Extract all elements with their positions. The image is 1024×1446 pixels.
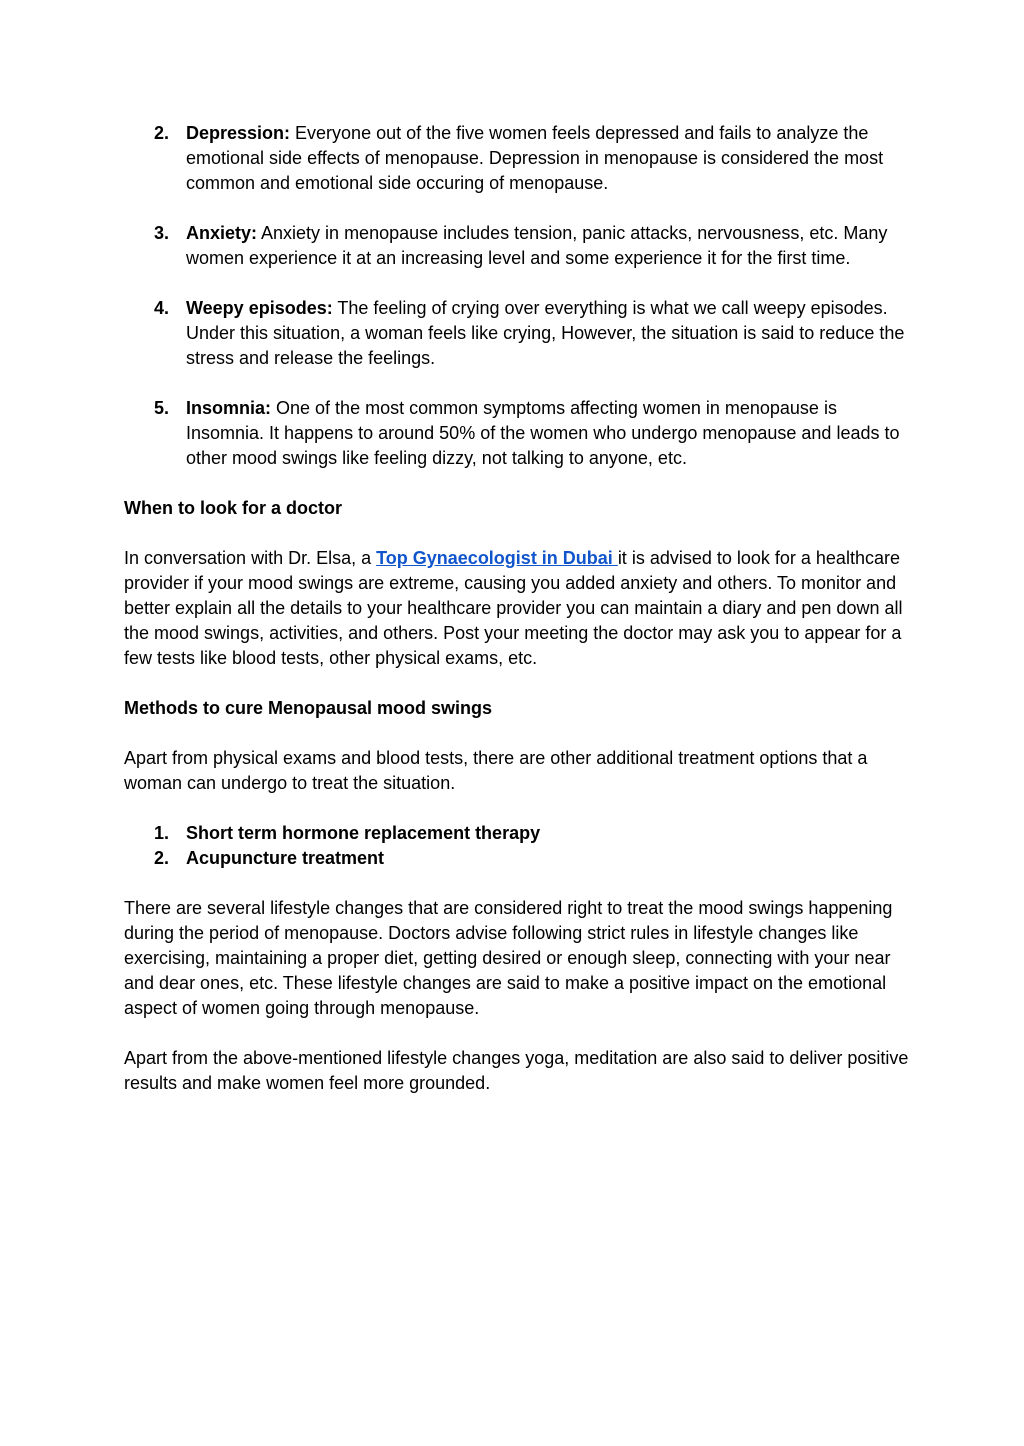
- list-item: [124, 296, 914, 371]
- list-item-term: Weepy episodes:: [186, 298, 333, 318]
- list-item-number: 5.: [154, 398, 170, 418]
- list-item: [124, 121, 914, 196]
- spacer: [124, 521, 914, 546]
- doctor-text-after-link: it is advised to look for a healthcare provider if your mood swings are extreme, causing you added anxiety and others. To monitor and better explain all the details to your healthcare provider you can maintain a diary and pen down all the mood swings, activities, and others. Post your meeting the doctor may ask you to appear for a few tests like blood tests, other physical exams, etc.: [124, 548, 903, 668]
- treatments-list: [124, 821, 914, 871]
- list-item-number: 2.: [154, 848, 170, 868]
- list-item: [124, 821, 914, 846]
- list-item: [124, 846, 914, 871]
- list-item-text: The feeling of crying over everything is what we call weepy episodes. Under this situation, a woman feels like crying, However, the situation is said to reduce the stress and release the feelings.: [186, 298, 905, 368]
- doctor-section-heading: When to look for a doctor: [124, 498, 342, 518]
- document-page: [124, 121, 914, 1096]
- spacer: [124, 1021, 914, 1046]
- spacer: [124, 671, 914, 696]
- list-item-term: Insomnia:: [186, 398, 272, 418]
- symptoms-list: [124, 121, 914, 471]
- list-item-text: Everyone out of the five women feels depressed and fails to analyze the emotional side effects of menopause. Depression in menopause is considered the most common and emotional side occuring of menopause.: [186, 123, 884, 193]
- list-item-label: Short term hormone replacement therapy: [186, 823, 541, 843]
- lifestyle-paragraph: There are several lifestyle changes that are considered right to treat the mood swings happening during the period of menopause. Doctors advise following strict rules in lifestyle changes like exercising, maintaining a proper diet, getting desired or enough sleep, connecting with your near and dear ones, etc. These lifestyle changes are said to make a positive impact on the emotional aspect of women going through menopause.: [124, 898, 893, 1018]
- spacer: [124, 721, 914, 746]
- list-item-number: 3.: [154, 223, 170, 243]
- list-item-text: Anxiety in menopause includes tension, panic attacks, nervousness, etc. Many women experience it at an increasing level and some experience it for the first time.: [186, 223, 888, 268]
- list-item-number: 4.: [154, 298, 170, 318]
- list-item-term: Anxiety:: [186, 223, 258, 243]
- closing-paragraph: Apart from the above-mentioned lifestyle changes yoga, meditation are also said to deliver positive results and make women feel more grounded.: [124, 1048, 909, 1093]
- list-item-label: Acupuncture treatment: [186, 848, 385, 868]
- list-item-number: 2.: [154, 123, 170, 143]
- list-item-term: Depression:: [186, 123, 291, 143]
- list-item-number: 1.: [154, 823, 170, 843]
- spacer: [124, 471, 914, 496]
- methods-section-heading: Methods to cure Menopausal mood swings: [124, 698, 493, 718]
- list-item-text: One of the most common symptoms affecting women in menopause is Insomnia. It happens to around 50% of the women who undergo menopause and leads to other mood swings like feeling dizzy, not talking to anyone, etc.: [186, 398, 900, 468]
- list-item: [124, 396, 914, 471]
- doctor-section-paragraph: [124, 546, 914, 671]
- spacer: [124, 796, 914, 821]
- doctor-text-before-link: In conversation with Dr. Elsa, a: [124, 548, 377, 568]
- spacer: [124, 871, 914, 896]
- gynaecologist-link[interactable]: Top Gynaecologist in Dubai: [376, 548, 618, 568]
- list-item: [124, 221, 914, 271]
- methods-intro-paragraph: Apart from physical exams and blood tests, there are other additional treatment options that a woman can undergo to treat the situation.: [124, 748, 868, 793]
